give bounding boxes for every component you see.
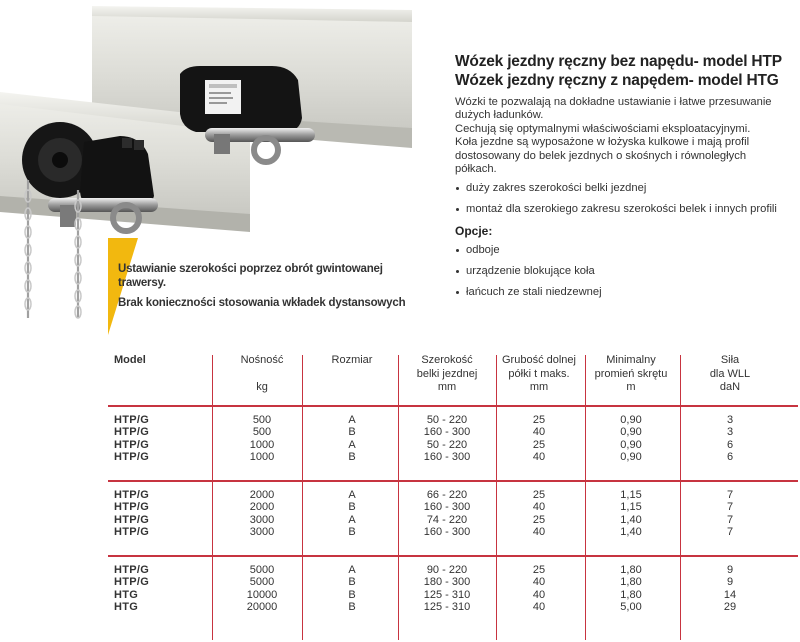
options-list bbox=[455, 244, 790, 299]
table-cell: 160 - 300 bbox=[423, 501, 471, 514]
table-cell: 40 bbox=[532, 426, 546, 439]
table-row bbox=[0, 501, 800, 513]
table-cell: HTP/G bbox=[114, 576, 150, 589]
table-cell: 160 - 300 bbox=[423, 450, 471, 463]
table-cell: A bbox=[348, 489, 356, 501]
table-cell: 90 - 220 bbox=[426, 564, 468, 576]
table-cell: HTP/G bbox=[114, 489, 150, 501]
title-htp: Wózek jezdny ręczny bez napędu- model HTP bbox=[455, 53, 782, 70]
table-cell: 5,00 bbox=[620, 600, 642, 613]
photo-caption bbox=[118, 262, 408, 316]
table-row bbox=[0, 564, 800, 576]
table-cell: A bbox=[348, 513, 356, 526]
column-header: Grubość dolnej półki t maks. mm bbox=[502, 354, 576, 393]
table-cell: 14 bbox=[723, 588, 737, 601]
table-cell: 1,15 bbox=[620, 489, 642, 501]
spec-table bbox=[0, 347, 800, 642]
table-cell: 40 bbox=[532, 525, 546, 538]
table-cell: 5000 bbox=[249, 564, 275, 576]
table-cell: 1,80 bbox=[620, 576, 642, 589]
table-row bbox=[0, 576, 800, 588]
table-cell: B bbox=[348, 525, 356, 538]
table-cell: 25 bbox=[532, 513, 546, 526]
option-item: urządzenie blokujące koła bbox=[455, 265, 790, 278]
description-text bbox=[455, 96, 790, 176]
table-cell: HTG bbox=[114, 600, 139, 613]
table-cell: 500 bbox=[252, 414, 272, 426]
table-cell: 125 - 310 bbox=[423, 588, 471, 601]
table-cell: 1000 bbox=[249, 438, 275, 451]
table-cell: 50 - 220 bbox=[426, 414, 468, 426]
table-cell: 0,90 bbox=[620, 426, 642, 439]
table-cell: 0,90 bbox=[620, 414, 642, 426]
table-cell: 0,90 bbox=[620, 450, 642, 463]
table-cell: 6 bbox=[726, 438, 734, 451]
table-cell: A bbox=[348, 564, 356, 576]
options-heading: Opcje: bbox=[455, 224, 493, 239]
group-divider bbox=[108, 555, 798, 557]
column-header: Szerokość belki jezdnej mm bbox=[416, 354, 478, 393]
column-header: Model bbox=[114, 354, 146, 366]
table-cell: 3000 bbox=[249, 513, 275, 526]
table-cell: 1,15 bbox=[620, 501, 642, 514]
table-cell: 10000 bbox=[246, 588, 278, 601]
table-cell: 500 bbox=[252, 426, 272, 439]
table-cell: 25 bbox=[532, 489, 546, 501]
column-header: Minimalny promień skrętu m bbox=[594, 354, 668, 393]
table-cell: B bbox=[348, 600, 356, 613]
table-row bbox=[0, 601, 800, 613]
table-cell: 1,40 bbox=[620, 513, 642, 526]
feature-list bbox=[455, 182, 790, 216]
description-line: Cechują się optymalnymi właściwościami eksploatacyjnymi. bbox=[455, 122, 751, 135]
table-cell: HTP/G bbox=[114, 426, 150, 439]
option-item: łańcuch ze stali niedzewnej bbox=[455, 286, 790, 299]
table-cell: 3 bbox=[726, 414, 734, 426]
table-cell: HTP/G bbox=[114, 438, 150, 451]
table-cell: 25 bbox=[532, 414, 546, 426]
description-line: Koła jezdne są wyposażone w łożyska kulkowe i mają profil bbox=[455, 136, 750, 149]
table-cell: 1,80 bbox=[620, 588, 642, 601]
table-cell: 50 - 220 bbox=[426, 438, 468, 451]
table-row bbox=[0, 489, 800, 501]
table-cell: 180 - 300 bbox=[423, 576, 471, 589]
column-header: Nośność kg bbox=[240, 354, 284, 393]
table-cell: HTP/G bbox=[114, 414, 150, 426]
group-divider bbox=[108, 405, 798, 407]
feature-item: montaż dla szerokiego zakresu szerokości belek i innych profili bbox=[455, 203, 790, 216]
table-cell: B bbox=[348, 588, 356, 601]
table-cell: 6 bbox=[726, 450, 734, 463]
table-cell: B bbox=[348, 576, 356, 589]
table-cell: 5000 bbox=[249, 576, 275, 589]
table-cell: A bbox=[348, 438, 356, 451]
table-cell: 29 bbox=[723, 600, 737, 613]
caption-line-2: Brak konieczności stosowania wkładek dystansowych bbox=[118, 297, 406, 309]
table-cell: 66 - 220 bbox=[426, 489, 468, 501]
table-cell: HTP/G bbox=[114, 525, 150, 538]
description-line: dużych ładunków. bbox=[455, 109, 544, 122]
table-cell: A bbox=[348, 414, 356, 426]
table-cell: 1000 bbox=[249, 450, 275, 463]
feature-item: duży zakres szerokości belki jezdnej bbox=[455, 182, 790, 195]
table-cell: 1,80 bbox=[620, 564, 642, 576]
table-cell: 3000 bbox=[249, 525, 275, 538]
table-cell: 160 - 300 bbox=[423, 525, 471, 538]
table-row bbox=[0, 589, 800, 601]
table-cell: 7 bbox=[726, 501, 734, 514]
table-row bbox=[0, 514, 800, 526]
table-cell: 74 - 220 bbox=[426, 513, 468, 526]
table-cell: HTP/G bbox=[114, 501, 150, 514]
table-cell: B bbox=[348, 450, 356, 463]
table-row bbox=[0, 426, 800, 438]
table-cell: 7 bbox=[726, 513, 734, 526]
table-cell: 2000 bbox=[249, 501, 275, 514]
description-line: półkach. bbox=[455, 163, 497, 176]
column-header: Rozmiar bbox=[331, 354, 373, 366]
table-cell: 25 bbox=[532, 438, 546, 451]
caption-line-1: Ustawianie szerokości poprzez obrót gwintowanej trawersy. bbox=[118, 263, 383, 289]
description-line: Wózki te pozwalają na dokładne ustawianie i łatwe przesuwanie bbox=[455, 96, 772, 108]
description-line: dostosowany do belek jezdnych o skośnych i równoległych bbox=[455, 149, 747, 162]
table-cell: 7 bbox=[726, 525, 734, 538]
table-cell: 7 bbox=[726, 489, 734, 501]
group-divider bbox=[108, 480, 798, 482]
table-cell: 40 bbox=[532, 450, 546, 463]
table-cell: 40 bbox=[532, 576, 546, 589]
option-item: odboje bbox=[455, 244, 790, 257]
table-cell: 1,40 bbox=[620, 525, 642, 538]
column-header: Siła dla WLL daN bbox=[709, 354, 751, 393]
table-cell: 125 - 310 bbox=[423, 600, 471, 613]
product-description bbox=[455, 52, 790, 307]
table-cell: B bbox=[348, 501, 356, 514]
table-cell: 20000 bbox=[246, 600, 278, 613]
table-cell: 25 bbox=[532, 564, 546, 576]
table-cell: 160 - 300 bbox=[423, 426, 471, 439]
table-row bbox=[0, 526, 800, 538]
table-cell: HTP/G bbox=[114, 513, 150, 526]
table-cell: B bbox=[348, 426, 356, 439]
table-cell: 40 bbox=[532, 600, 546, 613]
table-cell: 0,90 bbox=[620, 438, 642, 451]
table-cell: 40 bbox=[532, 501, 546, 514]
table-cell: HTP/G bbox=[114, 564, 150, 576]
table-cell: 40 bbox=[532, 588, 546, 601]
table-row bbox=[0, 414, 800, 426]
table-row bbox=[0, 451, 800, 463]
table-cell: HTG bbox=[114, 588, 139, 601]
title-htg: Wózek jezdny ręczny z napędem- model HTG bbox=[455, 72, 779, 89]
table-cell: 9 bbox=[726, 576, 734, 589]
table-cell: HTP/G bbox=[114, 450, 150, 463]
table-row bbox=[0, 439, 800, 451]
table-cell: 3 bbox=[726, 426, 734, 439]
table-cell: 2000 bbox=[249, 489, 275, 501]
table-cell: 9 bbox=[726, 564, 734, 576]
